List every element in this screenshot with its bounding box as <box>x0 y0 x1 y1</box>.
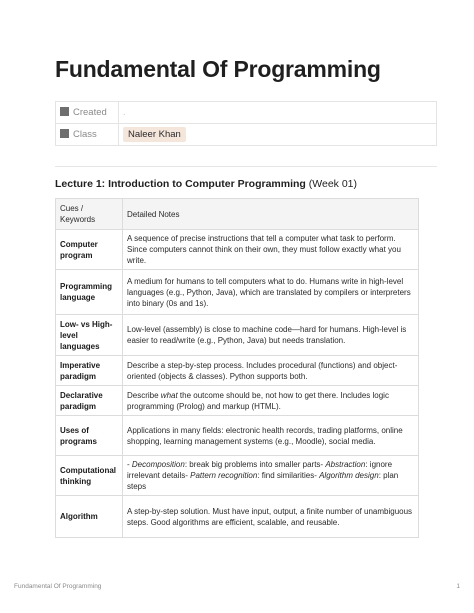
header-cues: Cues / Keywords <box>56 199 123 230</box>
property-row-class <box>56 124 437 146</box>
note-emphasis: Algorithm design <box>319 471 379 480</box>
property-row-created <box>56 102 437 124</box>
class-label: Class <box>73 129 97 140</box>
note-text: - <box>127 460 132 469</box>
table-row <box>56 356 419 386</box>
property-label-class <box>56 124 119 146</box>
created-value: . <box>123 107 126 118</box>
property-value-class[interactable] <box>119 124 437 146</box>
property-icon <box>60 107 69 116</box>
cue-cell: Uses of programs <box>56 416 123 456</box>
table-row <box>56 270 419 315</box>
note-cell: Applications in many fields: electronic health records, trading platforms, online shopping, learning management systems (e.g., Moodle), social media. <box>123 416 419 456</box>
page-title: Fundamental Of Programming <box>55 56 381 82</box>
property-icon <box>60 129 69 138</box>
note-cell: A sequence of precise instructions that tell a computer what task to perform. Since computers cannot think on their own, they must follow exactly what you write. <box>123 230 419 270</box>
cue-cell: Programming language <box>56 270 123 315</box>
table-row <box>56 230 419 270</box>
note-cell: A medium for humans to tell computers what to do. Humans write in high-level languages (e.g., Python, Java), which are translated by compilers or interpreters into binary (0s and 1s). <box>123 270 419 315</box>
note-text: : break big problems into smaller parts- <box>184 460 326 469</box>
class-tag[interactable]: Naleer Khan <box>123 127 186 142</box>
section-heading-main: Lecture 1: Introduction to Computer Programming <box>55 178 306 190</box>
footer-page-number: 1 <box>456 583 460 590</box>
table-row <box>56 496 419 538</box>
divider <box>55 166 437 167</box>
note-emphasis: Pattern recognition <box>190 471 258 480</box>
note-text: the outcome should be, not how to get there. Includes logic programming (Prolog) and markup (HTML). <box>127 390 389 411</box>
header-notes: Detailed Notes <box>123 199 419 230</box>
footer-title: Fundamental Of Programming <box>14 583 102 590</box>
property-value-created[interactable] <box>119 102 437 124</box>
property-label-created <box>56 102 119 124</box>
note-emphasis: Decomposition <box>131 460 185 469</box>
created-label: Created <box>73 107 107 118</box>
note-emphasis: what <box>160 390 178 400</box>
cue-cell: Algorithm <box>56 496 123 538</box>
cue-cell: Computer program <box>56 230 123 270</box>
cue-cell: Low- vs High-level languages <box>56 315 123 356</box>
section-heading <box>55 178 357 190</box>
note-cell <box>123 456 419 496</box>
note-cell: Low-level (assembly) is close to machine code—hard for humans. High-level is easier to read/write (e.g., Python, Java) but needs translation. <box>123 315 419 356</box>
note-text: : ignore irrelevant details- <box>127 460 393 480</box>
properties-table <box>55 101 437 146</box>
cue-cell: Computational thinking <box>56 456 123 496</box>
note-cell: A step-by-step solution. Must have input, output, a finite number of unambiguous steps. Good algorithms are efficient, scalable, and reusable. <box>123 496 419 538</box>
note-text: : find similarities- <box>257 471 320 480</box>
table-row <box>56 416 419 456</box>
cue-cell: Imperative paradigm <box>56 356 123 386</box>
table-header-row <box>56 199 419 230</box>
section-heading-week: (Week 01) <box>305 178 358 190</box>
note-cell <box>123 386 419 416</box>
table-row <box>56 315 419 356</box>
note-emphasis: Abstraction <box>325 460 366 469</box>
table-row <box>56 456 419 496</box>
cornell-notes-table <box>55 198 419 538</box>
note-cell: Describe a step-by-step process. Includes procedural (functions) and object-oriented (objects & classes). Python supports both. <box>123 356 419 386</box>
table-row <box>56 386 419 416</box>
cue-cell: Declarative paradigm <box>56 386 123 416</box>
note-text: : plan steps <box>127 471 399 491</box>
note-text: Describe <box>127 390 161 400</box>
